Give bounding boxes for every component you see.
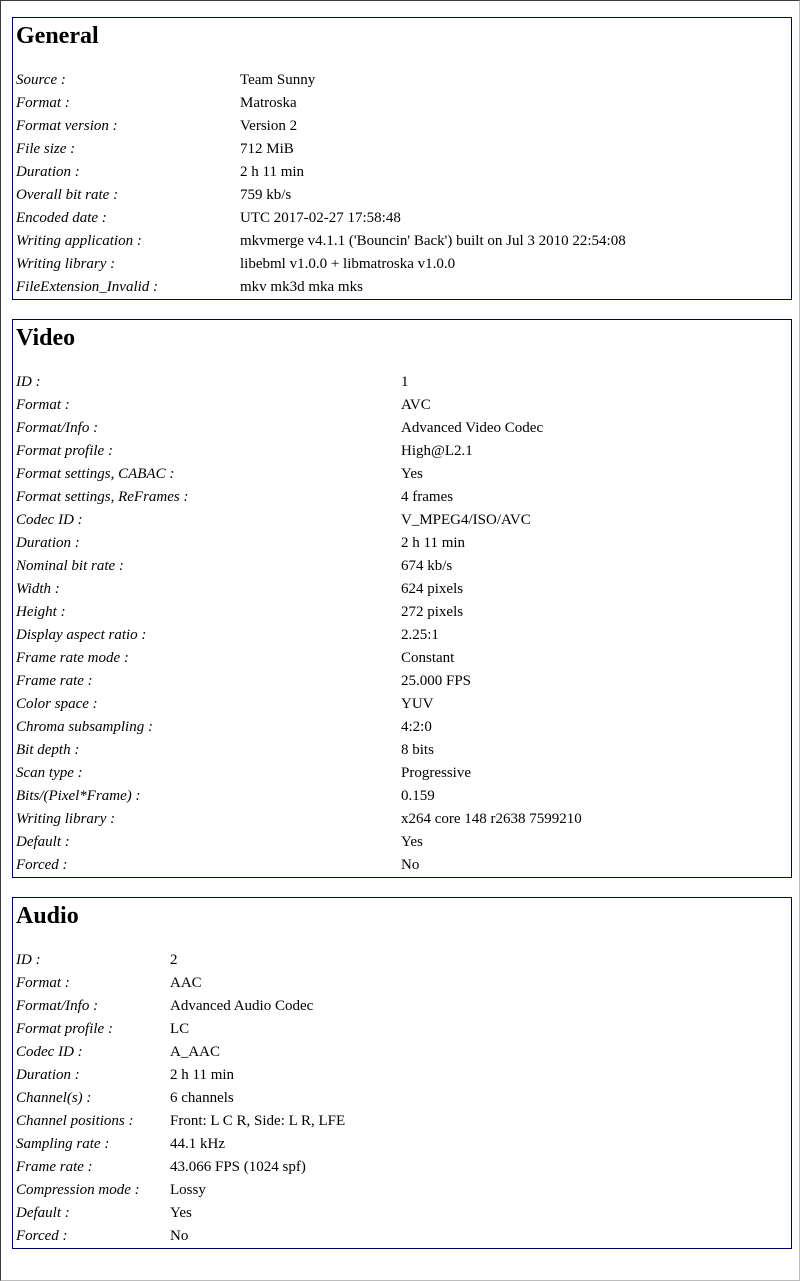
video-field-value: 0.159 [401,788,435,804]
audio-info-row [16,995,791,1018]
general-rows [16,69,791,299]
general-field-value: Version 2 [240,118,298,134]
video-field-label: Bits/(Pixel*Frame) : [16,788,141,804]
audio-field-value: 2 [170,952,178,968]
general-info-row [16,92,791,115]
video-info-row [16,693,791,716]
audio-field-value: Front: L C R, Side: L R, LFE [170,1113,346,1129]
video-field-value: YUV [401,696,434,712]
audio-field-label: Duration : [16,1067,80,1083]
video-info-row [16,624,791,647]
audio-field-label: Channel positions : [16,1113,134,1129]
video-info-row [16,854,791,877]
general-info-row [16,276,791,299]
general-field-value: 2 h 11 min [240,164,305,180]
audio-heading: Audio [16,903,79,929]
audio-field-label: Frame rate : [16,1159,93,1175]
video-field-value: High@L2.1 [401,443,473,459]
audio-field-label: Compression mode : [16,1182,140,1198]
video-field-label: Chroma subsampling : [16,719,153,735]
video-info-row [16,417,791,440]
audio-field-label: Codec ID : [16,1044,83,1060]
audio-info-row [16,1179,791,1202]
video-info-row [16,762,791,785]
general-heading: General [16,23,99,49]
audio-field-label: Forced : [16,1228,68,1244]
audio-info-row [16,949,791,972]
general-field-value: Team Sunny [240,72,316,88]
video-field-label: Bit depth : [16,742,80,758]
video-info-row [16,532,791,555]
audio-info-row [16,1202,791,1225]
video-info-row [16,739,791,762]
video-field-value: No [401,857,420,873]
audio-field-value: LC [170,1021,190,1037]
video-field-value: 674 kb/s [401,558,453,574]
audio-info-row [16,1041,791,1064]
video-field-label: Scan type : [16,765,83,781]
video-heading: Video [16,325,76,351]
audio-info-row [16,1110,791,1133]
video-info-row [16,509,791,532]
video-info-row [16,555,791,578]
general-info-row [16,184,791,207]
general-field-label: File size : [16,141,76,157]
audio-section [12,897,792,1249]
audio-field-label: ID : [16,952,41,968]
audio-info-row [16,972,791,995]
video-field-label: Default : [16,834,70,850]
video-field-value: 25.000 FPS [401,673,472,689]
video-field-label: Duration : [16,535,80,551]
video-info-row [16,647,791,670]
video-section [12,319,792,878]
video-field-value: 272 pixels [401,604,464,620]
general-info-row [16,69,791,92]
audio-field-value: 2 h 11 min [170,1067,235,1083]
general-field-label: Writing library : [16,256,116,272]
video-field-label: Format settings, CABAC : [16,466,175,482]
general-field-label: Duration : [16,164,80,180]
general-info-row [16,207,791,230]
audio-rows [16,949,791,1248]
audio-field-value: Lossy [170,1182,206,1198]
video-field-label: Codec ID : [16,512,83,528]
video-info-row [16,716,791,739]
video-info-row [16,808,791,831]
video-info-row [16,578,791,601]
general-field-label: Overall bit rate : [16,187,119,203]
video-field-value: 4 frames [401,489,454,505]
audio-info-row [16,1225,791,1248]
video-field-value: Constant [401,650,455,666]
audio-field-value: No [170,1228,189,1244]
video-field-value: Progressive [401,765,471,781]
general-field-label: Writing application : [16,233,142,249]
general-field-value: UTC 2017-02-27 17:58:48 [240,210,401,226]
general-field-label: Source : [16,72,66,88]
general-field-value: mkv mk3d mka mks [240,279,363,295]
video-rows [16,371,791,877]
video-field-label: Width : [16,581,60,597]
general-field-value: 712 MiB [240,141,294,157]
video-info-row [16,601,791,624]
video-field-value: AVC [401,397,431,413]
general-field-label: Format version : [16,118,118,134]
general-info-row [16,230,791,253]
general-field-label: Encoded date : [16,210,107,226]
general-info-row [16,161,791,184]
video-info-row [16,394,791,417]
video-field-label: Frame rate mode : [16,650,129,666]
video-field-label: Format profile : [16,443,113,459]
video-field-value: 4:2:0 [401,719,432,735]
audio-field-value: Advanced Audio Codec [170,998,314,1014]
video-info-row [16,440,791,463]
audio-info-row [16,1133,791,1156]
general-info-row [16,253,791,276]
video-field-value: x264 core 148 r2638 7599210 [401,811,582,827]
audio-info-row [16,1087,791,1110]
video-info-row [16,371,791,394]
audio-info-row [16,1156,791,1179]
audio-info-row [16,1064,791,1087]
video-field-value: Advanced Video Codec [401,420,544,436]
video-field-label: Display aspect ratio : [16,627,147,643]
video-field-label: Color space : [16,696,98,712]
video-info-row [16,831,791,854]
general-info-row [16,115,791,138]
general-field-label: FileExtension_Invalid : [16,279,159,295]
audio-info-row [16,1018,791,1041]
video-field-value: V_MPEG4/ISO/AVC [401,512,531,528]
video-field-label: Height : [16,604,66,620]
audio-field-label: Channel(s) : [16,1090,92,1106]
general-field-value: libebml v1.0.0 + libmatroska v1.0.0 [240,256,456,272]
audio-field-value: Yes [170,1205,192,1221]
video-field-value: Yes [401,834,423,850]
general-section [12,17,792,300]
audio-field-value: 44.1 kHz [170,1136,225,1152]
video-field-value: 8 bits [401,742,434,758]
video-field-value: 1 [401,374,409,390]
video-field-label: Format : [16,397,70,413]
video-field-label: Writing library : [16,811,116,827]
video-info-row [16,463,791,486]
audio-field-value: 6 channels [170,1090,234,1106]
video-field-label: ID : [16,374,41,390]
audio-field-label: Format : [16,975,70,991]
video-field-value: Yes [401,466,423,482]
audio-field-label: Sampling rate : [16,1136,110,1152]
audio-field-value: AAC [170,975,202,991]
audio-field-value: A_AAC [170,1044,221,1060]
audio-field-value: 43.066 FPS (1024 spf) [170,1159,306,1175]
general-field-value: 759 kb/s [240,187,292,203]
video-field-label: Format/Info : [16,420,99,436]
video-field-label: Forced : [16,857,68,873]
video-field-value: 624 pixels [401,581,464,597]
video-info-row [16,785,791,808]
general-field-label: Format : [16,95,70,111]
video-info-row [16,486,791,509]
audio-field-label: Default : [16,1205,70,1221]
video-field-label: Frame rate : [16,673,93,689]
general-field-value: mkvmerge v4.1.1 ('Bouncin' Back') built on Jul 3 2010 22:54:08 [240,233,626,249]
video-field-label: Nominal bit rate : [16,558,124,574]
video-field-value: 2 h 11 min [401,535,466,551]
video-info-row [16,670,791,693]
audio-field-label: Format/Info : [16,998,99,1014]
general-field-value: Matroska [240,95,297,111]
video-field-label: Format settings, ReFrames : [16,489,189,505]
general-info-row [16,138,791,161]
audio-field-label: Format profile : [16,1021,113,1037]
video-field-value: 2.25:1 [401,627,439,643]
